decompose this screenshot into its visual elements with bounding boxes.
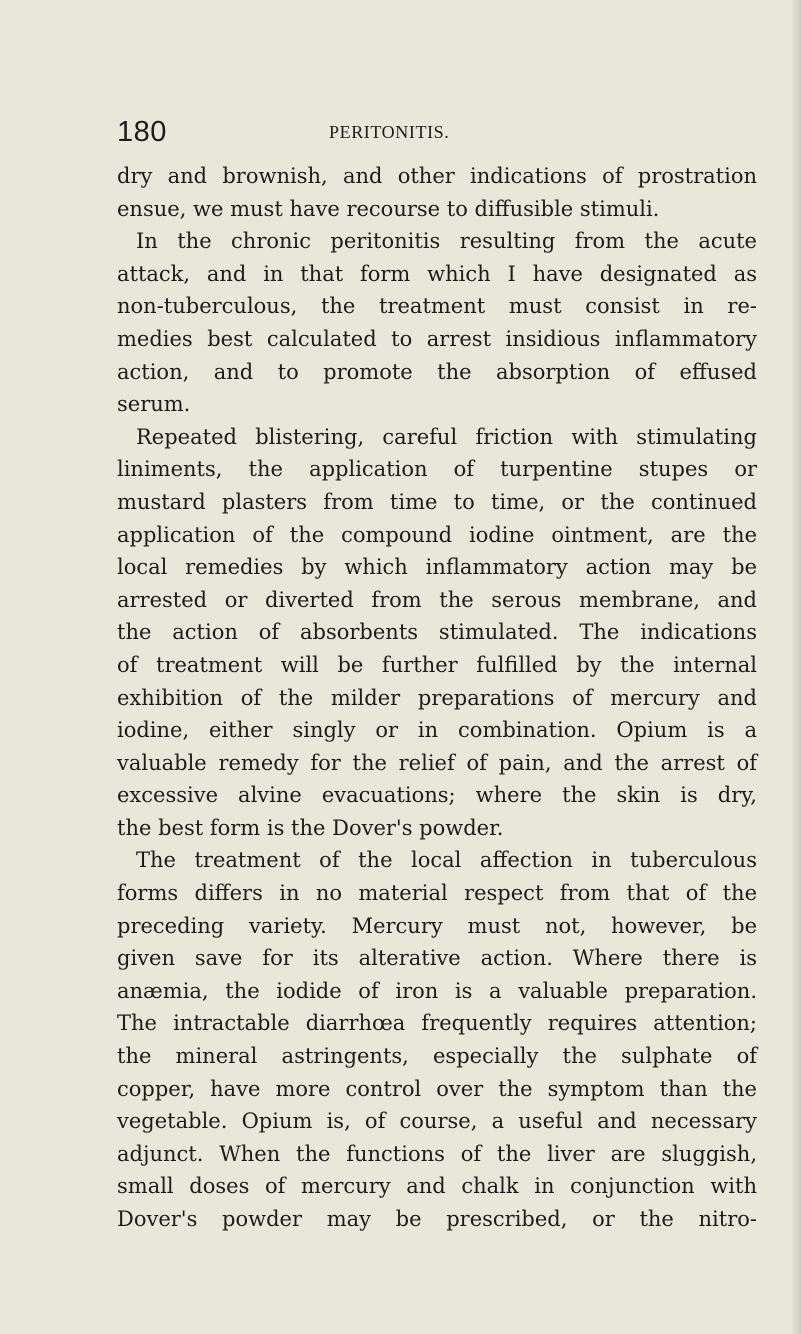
text-line: of treatment will be further fulfilled by the internal — [117, 652, 757, 677]
text-line: small doses of mercury and chalk in conjunction with — [117, 1174, 757, 1199]
text-line: anæmia, the iodide of iron is a valuable preparation. — [117, 978, 757, 1003]
text-line: application of the compound iodine ointment, are the — [117, 522, 757, 547]
text-line: forms differs in no material respect from that of the — [117, 881, 757, 906]
text-line: vegetable. Opium is, of course, a useful and necessary — [117, 1109, 757, 1134]
text-line: Dover's powder may be prescribed, or the nitro- — [117, 1207, 757, 1231]
text-line: the mineral astringents, especially the sulphate of — [117, 1044, 757, 1069]
text-line: local remedies by which inflammatory action may be — [117, 555, 757, 580]
text-line: action, and to promote the absorption of effused — [117, 359, 757, 384]
body-text — [117, 160, 757, 1236]
text-line: mustard plasters from time to time, or the continued — [117, 489, 757, 514]
text-line: given save for its alterative action. Where there is — [117, 946, 757, 971]
text-line: excessive alvine evacuations; where the skin is dry, — [117, 783, 757, 808]
text-line: adjunct. When the functions of the liver are sluggish, — [117, 1141, 757, 1166]
text-line: preceding variety. Mercury must not, however, be — [117, 913, 757, 938]
text-line: dry and brownish, and other indications of prostration — [117, 164, 757, 188]
text-line: non-tuberculous, the treatment must consist in re- — [117, 294, 757, 319]
text-line: serum. — [117, 392, 191, 417]
text-line: valuable remedy for the relief of pain, and the arrest of — [117, 750, 757, 775]
text-line: exhibition of the milder preparations of mercury and — [117, 685, 757, 710]
text-line: iodine, either singly or in combination. Opium is a — [117, 718, 757, 743]
text-line: medies best calculated to arrest insidious inflammatory — [117, 326, 757, 351]
page-header — [117, 116, 757, 146]
text-line: Repeated blistering, careful friction with stimulating — [136, 424, 757, 449]
text-line: In the chronic peritonitis resulting from the acute — [136, 229, 757, 254]
page-edge-shadow — [791, 0, 801, 1334]
text-line: arrested or diverted from the serous membrane, and — [117, 587, 757, 612]
running-title: PERITONITIS. — [329, 122, 450, 142]
text-line: The treatment of the local affection in tuberculous — [136, 848, 757, 873]
page-number: 180 — [117, 116, 167, 148]
text-line: copper, have more control over the symptom than the — [117, 1076, 757, 1101]
text-line: The intractable diarrhœa frequently requires attention; — [117, 1011, 757, 1036]
text-line: liniments, the application of turpentine stupes or — [117, 457, 757, 482]
text-line: ensue, we must have recourse to diffusible stimuli. — [117, 196, 660, 221]
text-line: attack, and in that form which I have designated as — [117, 261, 757, 286]
text-line: the action of absorbents stimulated. The indications — [117, 620, 757, 645]
text-line: the best form is the Dover's powder. — [117, 815, 504, 840]
